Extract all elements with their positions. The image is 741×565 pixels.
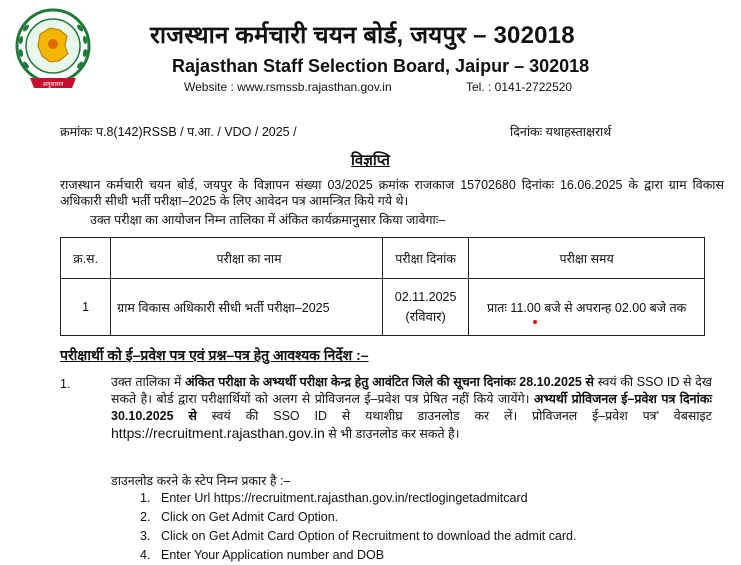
svg-text:अनुशासन: अनुशासन bbox=[42, 81, 64, 88]
row-serial: 1 bbox=[61, 279, 111, 336]
reference-date: दिनांकः यथाहस्ताक्षरार्थ bbox=[510, 125, 612, 139]
col-exam-date: परीक्षा दिनांक bbox=[382, 238, 468, 279]
list-item: 2. Click on Get Admit Card Option. bbox=[140, 510, 339, 524]
notice-title: विज्ञप्ति bbox=[351, 152, 390, 169]
instruction-text-part-4: से भी डाउनलोड कर सकते है। bbox=[328, 427, 460, 441]
board-title-english: Rajasthan Staff Selection Board, Jaipur – 302018 bbox=[172, 56, 590, 76]
col-exam-name: परीक्षा का नाम bbox=[111, 238, 383, 279]
instruction-number: 1. bbox=[60, 377, 71, 391]
instruction-text-part-3: स्वयं की SSO ID से यथाशीघ्र डाउनलोड कर लें। प्रोविजनल ई–प्रवेश पत्र' वेबसाइट bbox=[211, 409, 712, 423]
table-header-row bbox=[61, 238, 705, 279]
instruction-text-part-2: स्वयं की SSO ID से देख सकते है। बोर्ड द्वारा परीक्षार्थियों को अलग से प्रोविजनल ई–प्रवेश पत्र प्रेषित नहीं किये जायेंगे। bbox=[111, 375, 712, 406]
board-website: Website : www.rsmssb.rajasthan.gov.in bbox=[184, 80, 392, 94]
red-ink-mark bbox=[533, 320, 537, 324]
row-day-value: (रविवार) bbox=[405, 308, 446, 324]
schedule-line: उक्त परीक्षा का आयोजन निम्न तालिका में अंकित कार्यक्रमानुसार किया जावेगाः– bbox=[90, 213, 446, 227]
list-item: 1. Enter Url https://recruitment.rajasthan.gov.in/rectlogingetadmitcard bbox=[140, 491, 528, 505]
rssb-logo bbox=[12, 6, 94, 98]
instructions-heading: परीक्षार्थी को ई–प्रवेश पत्र एवं प्रश्न–पत्र हेतु आवश्यक निर्देश :– bbox=[60, 347, 369, 363]
col-exam-time: परीक्षा समय bbox=[469, 238, 705, 279]
reference-number: क्रमांकः प.8(142)RSSB / प.आ. / VDO / 2025 / bbox=[60, 125, 297, 139]
row-exam-time: प्रातः 11.00 बजे से अपरान्ह 02.00 बजे तक bbox=[469, 279, 705, 336]
download-steps-list bbox=[140, 489, 576, 565]
instruction-text bbox=[111, 374, 712, 443]
list-item: 3. Click on Get Admit Card Option of Recruitment to download the admit card. bbox=[140, 529, 577, 543]
row-date-value: 02.11.2025 bbox=[394, 289, 457, 304]
instruction-bold-part-1: अंकित परीक्षा के अभ्यर्थी परीक्षा केन्द्र हेतु आवंटित जिले की सूचना दिनांकः 28.10.2025 से bbox=[185, 375, 594, 389]
board-telephone: Tel. : 0141-2722520 bbox=[466, 80, 573, 94]
col-serial: क्र.स. bbox=[61, 238, 111, 279]
list-item: 4. Enter Your Application number and DOB bbox=[140, 548, 385, 562]
exam-schedule-table bbox=[60, 237, 705, 336]
row-exam-date bbox=[382, 279, 468, 336]
intro-paragraph: राजस्थान कर्मचारी चयन बोर्ड, जयपुर के विज्ञापन संख्या 03/2025 क्रमांक राजकाज 15702680 दिनांकः 16.06.2025 के द्वारा ग्राम विकास अधिकारी सीधी भर्ती परीक्षा–2025 के लिए आवेदन पत्र आमन्त्रित किये गये थे। bbox=[60, 178, 724, 208]
rssb-emblem-icon bbox=[12, 6, 94, 98]
board-title-hindi: राजस्थान कर्मचारी चयन बोर्ड, जयपुर – 302018 bbox=[150, 22, 575, 49]
row-exam-name: ग्राम विकास अधिकारी सीधी भर्ती परीक्षा–2025 bbox=[111, 279, 383, 336]
instruction-text-part-1: उक्त तालिका में bbox=[111, 375, 182, 389]
steps-intro: डाउनलोड करने के स्टेप निम्न प्रकार है :– bbox=[111, 474, 291, 488]
instruction-bold-part-2: अभ्यर्थी प्रोविजनल ई–प्रवेश पत्र दिनांकः 30.10.2025 से bbox=[111, 392, 712, 423]
table-row bbox=[61, 279, 705, 336]
recruitment-url[interactable]: https://recruitment.rajasthan.gov.in bbox=[111, 425, 325, 441]
